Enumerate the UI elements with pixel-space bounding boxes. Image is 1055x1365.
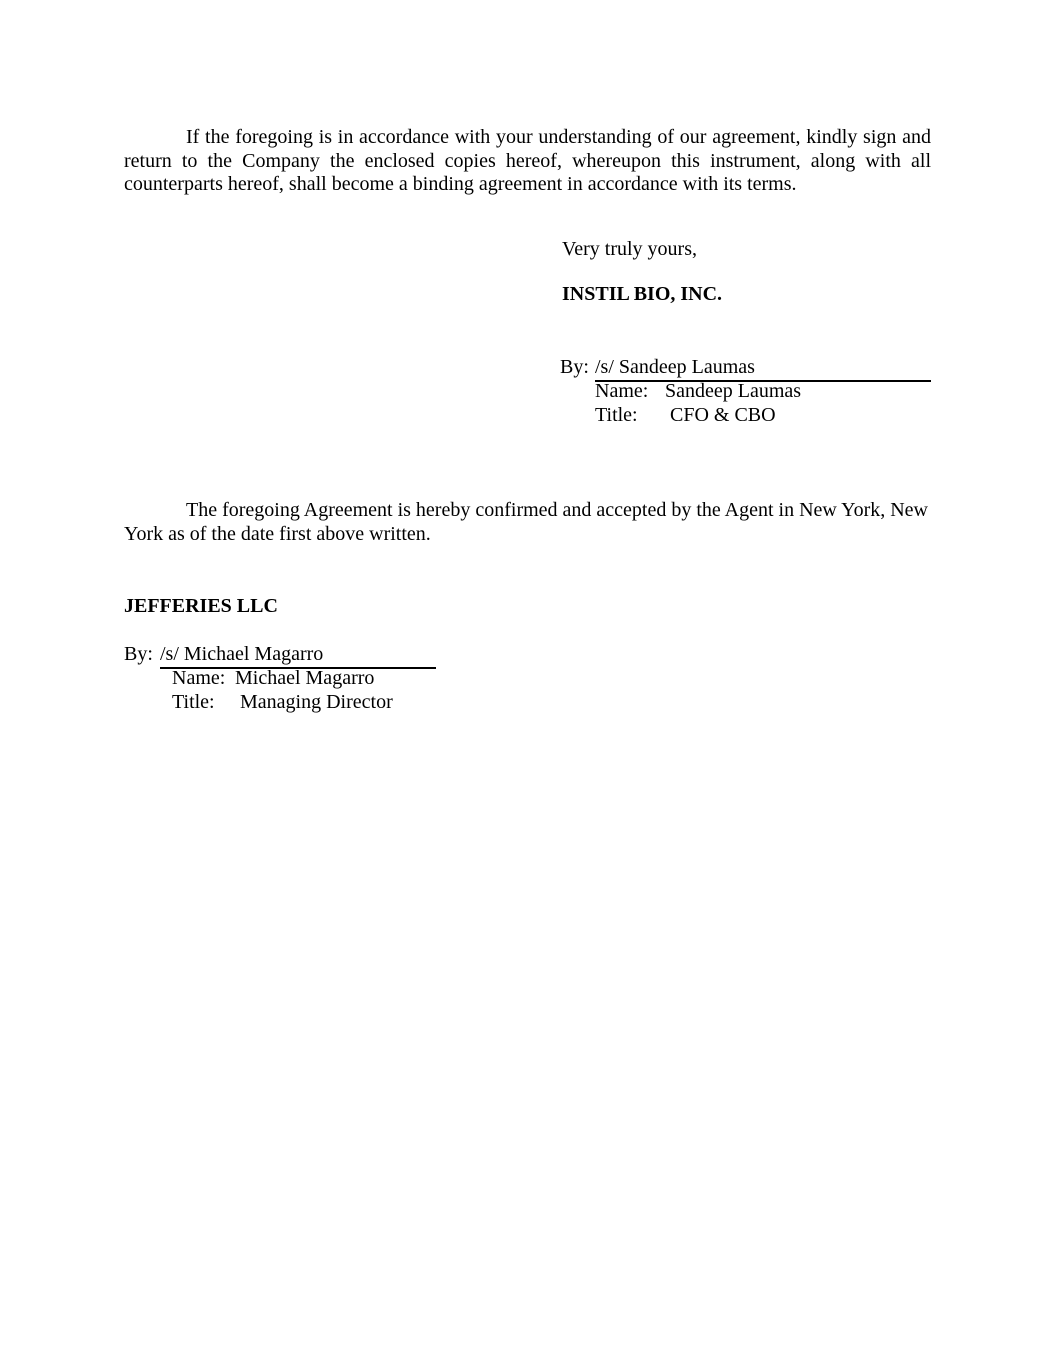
company-name-instil: INSTIL BIO, INC.	[562, 283, 723, 305]
agent-title-row	[172, 691, 393, 715]
agent-name-row	[172, 667, 374, 691]
agent-title-label: Title:	[172, 691, 215, 713]
company-title-value: CFO & CBO	[670, 404, 776, 426]
company-title-label: Title:	[595, 404, 638, 426]
agent-name-label: Name:	[172, 667, 226, 689]
agent-name-value: Michael Magarro	[235, 667, 375, 689]
company-title-row	[595, 404, 776, 428]
closing-instruction-paragraph: If the foregoing is in accordance with your understanding of our agreement, kindly sign and return to the Company the enclosed copies hereof, whereupon this instrument, along with all counterparts hereof, shall become a binding agreement in accordance with its terms.	[124, 126, 931, 196]
company-name-value: Sandeep Laumas	[665, 380, 802, 402]
agent-title-value: Managing Director	[240, 691, 393, 713]
company-name-row	[595, 380, 801, 404]
company-name-jefferies: JEFFERIES LLC	[124, 595, 278, 617]
agent-signature-line	[124, 643, 436, 669]
company-signature-line	[560, 356, 931, 382]
valediction: Very truly yours,	[562, 238, 697, 260]
company-by-label: By:	[560, 356, 589, 378]
confirmation-paragraph: The foregoing Agreement is hereby confirmed and accepted by the Agent in New York, New York as of the date first above written.	[124, 499, 929, 545]
agent-by-label: By:	[124, 643, 153, 665]
agent-signature-text: /s/ Michael Magarro	[160, 643, 324, 665]
company-signature-text: /s/ Sandeep Laumas	[595, 356, 755, 378]
company-name-label: Name:	[595, 380, 649, 402]
company-signature-underline	[595, 356, 931, 382]
agent-signature-underline	[160, 643, 436, 669]
